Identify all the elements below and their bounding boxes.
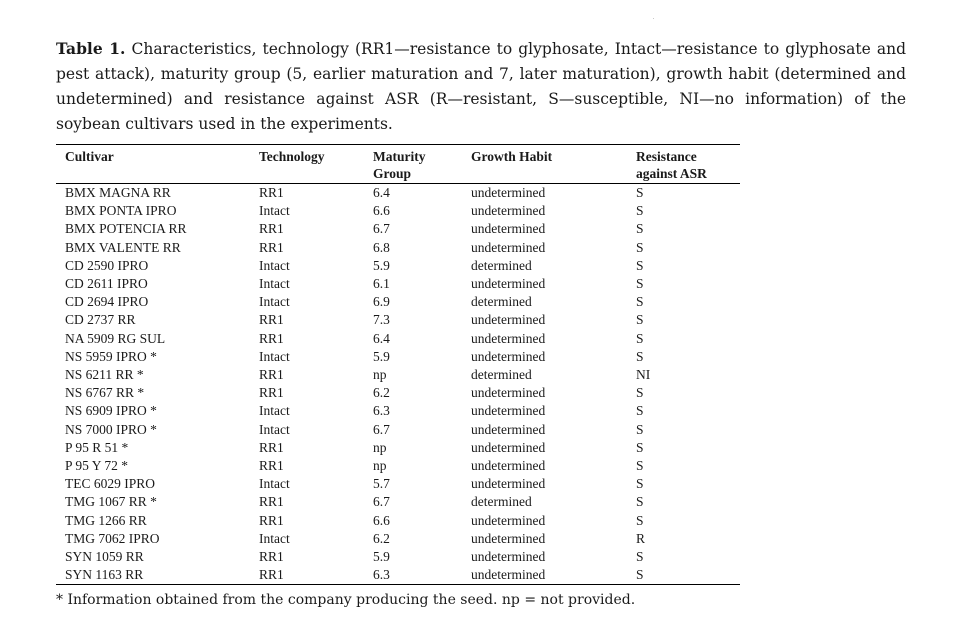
cell-resistance: S xyxy=(636,385,644,401)
cell-cultivar: NS 5959 IPRO * xyxy=(65,348,157,364)
cell-maturity-group: 6.3 xyxy=(373,403,390,419)
header-resistance-line1: Resistance xyxy=(636,149,697,164)
cell-technology: RR1 xyxy=(259,239,284,255)
cell-cultivar: P 95 Y 72 * xyxy=(65,458,129,474)
cell-technology: Intact xyxy=(259,476,290,492)
cell-growth-habit: undetermined xyxy=(471,385,546,401)
cell-resistance: NI xyxy=(636,367,651,383)
cell-maturity-group: 6.7 xyxy=(373,221,390,237)
cell-growth-habit: undetermined xyxy=(462,566,627,585)
cell-cultivar: BMX MAGNA RR xyxy=(65,185,171,200)
cell-resistance: S xyxy=(636,185,644,200)
cell-growth-habit: determined xyxy=(471,367,532,383)
header-maturity-line2: Group xyxy=(373,166,412,181)
cell-cultivar: CD 2590 IPRO xyxy=(65,257,149,273)
table-row xyxy=(56,421,740,439)
cell-cultivar: BMX POTENCIA RR xyxy=(65,221,187,237)
header-resistance xyxy=(627,145,740,184)
table-row xyxy=(56,257,740,275)
table-header xyxy=(56,145,740,184)
cell-growth-habit: undetermined xyxy=(471,476,546,492)
cell-technology: RR1 xyxy=(259,494,284,510)
cell-growth-habit: undetermined xyxy=(471,512,546,528)
table-row xyxy=(56,202,740,220)
cell-technology: RR1 xyxy=(259,458,284,474)
cell-resistance: S xyxy=(627,566,740,585)
table-row xyxy=(56,330,740,348)
cell-cultivar: NS 6909 IPRO * xyxy=(65,403,157,419)
cell-maturity-group: 5.9 xyxy=(373,257,390,273)
cell-maturity-group: 6.1 xyxy=(373,276,390,292)
cell-resistance: S xyxy=(636,257,644,273)
header-maturity-line1: Maturity xyxy=(373,149,426,164)
cell-resistance: R xyxy=(636,530,646,546)
cell-resistance: S xyxy=(636,403,644,419)
cell-maturity-group: 6.4 xyxy=(373,330,390,346)
cell-technology: RR1 xyxy=(259,549,284,565)
cell-maturity-group: 6.2 xyxy=(373,385,390,401)
cell-resistance: S xyxy=(636,203,644,219)
cell-growth-habit: undetermined xyxy=(471,203,546,219)
cell-growth-habit: undetermined xyxy=(471,276,546,292)
header-growth-habit-label: Growth Habit xyxy=(471,149,553,164)
cell-resistance: S xyxy=(636,221,644,237)
table-row xyxy=(56,566,740,585)
cell-technology: RR1 xyxy=(259,439,284,455)
cell-resistance: S xyxy=(636,512,644,528)
cell-resistance: S xyxy=(636,348,644,364)
cultivar-table-container xyxy=(56,144,740,585)
cell-growth-habit: undetermined xyxy=(471,458,546,474)
cell-maturity-group: 5.9 xyxy=(373,348,390,364)
cell-technology: RR1 xyxy=(259,185,284,200)
header-resistance-line2: against ASR xyxy=(636,166,707,181)
image-speck xyxy=(653,18,654,19)
cell-technology: Intact xyxy=(259,257,290,273)
table-caption-text: Characteristics, technology (RR1—resistance to glyphosate, Intact—resistance to glyphosate and pest attack), maturity group (5, earlier maturation and 7, later maturation), growth habit (determined and undetermined) and resistance against ASR (R—resistant, S—susceptible, NI—no information) of the soybean cultivars used in the experiments. xyxy=(56,40,906,133)
cell-resistance: S xyxy=(636,476,644,492)
cell-maturity-group: 5.7 xyxy=(373,476,390,492)
cell-resistance: S xyxy=(636,330,644,346)
cell-technology: RR1 xyxy=(259,312,284,328)
cell-cultivar: BMX VALENTE RR xyxy=(65,239,181,255)
cell-resistance: S xyxy=(636,294,644,310)
table-row xyxy=(56,475,740,493)
table-row xyxy=(56,402,740,420)
cell-cultivar: NS 7000 IPRO * xyxy=(65,421,157,437)
table-footnote: * Information obtained from the company producing the seed. np = not provided. xyxy=(56,592,636,608)
cell-technology: RR1 xyxy=(259,330,284,346)
cell-maturity-group: np xyxy=(373,458,387,474)
cell-growth-habit: undetermined xyxy=(471,221,546,237)
cell-maturity-group: 7.3 xyxy=(373,312,390,328)
cell-technology: Intact xyxy=(259,348,290,364)
cell-growth-habit: determined xyxy=(471,294,532,310)
table-row xyxy=(56,184,740,203)
header-technology-label: Technology xyxy=(259,149,325,164)
cell-resistance: S xyxy=(636,239,644,255)
table-row xyxy=(56,293,740,311)
cell-technology: RR1 xyxy=(259,221,284,237)
table-row xyxy=(56,311,740,329)
cell-cultivar: P 95 R 51 * xyxy=(65,439,129,455)
table-row xyxy=(56,512,740,530)
table-row xyxy=(56,384,740,402)
cell-maturity-group: 6.7 xyxy=(373,421,390,437)
table-row xyxy=(56,220,740,238)
table-row xyxy=(56,439,740,457)
cell-technology: Intact xyxy=(259,403,290,419)
table-row xyxy=(56,348,740,366)
cell-cultivar: CD 2737 RR xyxy=(65,312,136,328)
cell-cultivar: NS 6767 RR * xyxy=(65,385,145,401)
cell-growth-habit: undetermined xyxy=(471,239,546,255)
cell-cultivar: CD 2611 IPRO xyxy=(65,276,148,292)
cell-maturity-group: 6.9 xyxy=(373,294,390,310)
cultivar-table xyxy=(56,144,740,585)
cell-technology: RR1 xyxy=(259,367,284,383)
table-row xyxy=(56,530,740,548)
header-cultivar-label: Cultivar xyxy=(65,149,114,164)
cell-resistance: S xyxy=(636,494,644,510)
cell-resistance: S xyxy=(636,421,644,437)
table-caption xyxy=(56,36,906,137)
table-row xyxy=(56,548,740,566)
cell-maturity-group: np xyxy=(373,439,387,455)
cell-resistance: S xyxy=(636,276,644,292)
cell-growth-habit: determined xyxy=(471,494,532,510)
header-cultivar xyxy=(56,145,250,184)
table-body xyxy=(56,184,740,585)
cell-cultivar: SYN 1163 RR xyxy=(56,566,250,585)
cell-maturity-group: 6.6 xyxy=(373,512,390,528)
cell-maturity-group: np xyxy=(373,367,387,383)
table-row xyxy=(56,239,740,257)
cell-resistance: S xyxy=(636,458,644,474)
cell-maturity-group: 6.6 xyxy=(373,203,390,219)
cell-growth-habit: undetermined xyxy=(471,185,546,200)
cell-resistance: S xyxy=(636,439,644,455)
cell-cultivar: TMG 7062 IPRO xyxy=(65,530,160,546)
table-caption-label: Table 1. xyxy=(56,39,126,58)
cell-growth-habit: undetermined xyxy=(471,348,546,364)
cell-growth-habit: undetermined xyxy=(471,312,546,328)
cell-technology: RR1 xyxy=(250,566,364,585)
header-maturity-group xyxy=(364,145,462,184)
cell-growth-habit: undetermined xyxy=(471,330,546,346)
cell-cultivar: TMG 1067 RR * xyxy=(65,494,157,510)
cell-maturity-group: 6.8 xyxy=(373,239,390,255)
cell-maturity-group: 6.2 xyxy=(373,530,390,546)
cell-cultivar: NS 6211 RR * xyxy=(65,367,144,383)
table-row xyxy=(56,366,740,384)
cell-cultivar: BMX PONTA IPRO xyxy=(65,203,177,219)
cell-cultivar: CD 2694 IPRO xyxy=(65,294,149,310)
cell-resistance: S xyxy=(636,549,644,565)
cell-maturity-group: 6.7 xyxy=(373,494,390,510)
cell-growth-habit: undetermined xyxy=(471,421,546,437)
cell-technology: Intact xyxy=(259,421,290,437)
cell-growth-habit: determined xyxy=(471,257,532,273)
cell-cultivar: NA 5909 RG SUL xyxy=(65,330,166,346)
header-technology xyxy=(250,145,364,184)
header-growth-habit xyxy=(462,145,627,184)
cell-maturity-group: 6.3 xyxy=(364,566,462,585)
cell-growth-habit: undetermined xyxy=(471,403,546,419)
cell-maturity-group: 5.9 xyxy=(373,549,390,565)
cell-growth-habit: undetermined xyxy=(471,439,546,455)
cell-technology: Intact xyxy=(259,203,290,219)
cell-technology: RR1 xyxy=(259,385,284,401)
cell-cultivar: TEC 6029 IPRO xyxy=(65,476,156,492)
table-row xyxy=(56,457,740,475)
cell-technology: Intact xyxy=(259,276,290,292)
cell-growth-habit: undetermined xyxy=(471,549,546,565)
cell-resistance: S xyxy=(636,312,644,328)
cell-maturity-group: 6.4 xyxy=(373,185,390,200)
table-row xyxy=(56,493,740,511)
table-header-row xyxy=(56,145,740,184)
cell-technology: Intact xyxy=(259,294,290,310)
table-row xyxy=(56,275,740,293)
cell-cultivar: TMG 1266 RR xyxy=(65,512,147,528)
cell-growth-habit: undetermined xyxy=(471,530,546,546)
cell-technology: Intact xyxy=(259,530,290,546)
cell-cultivar: SYN 1059 RR xyxy=(65,549,144,565)
cell-technology: RR1 xyxy=(259,512,284,528)
